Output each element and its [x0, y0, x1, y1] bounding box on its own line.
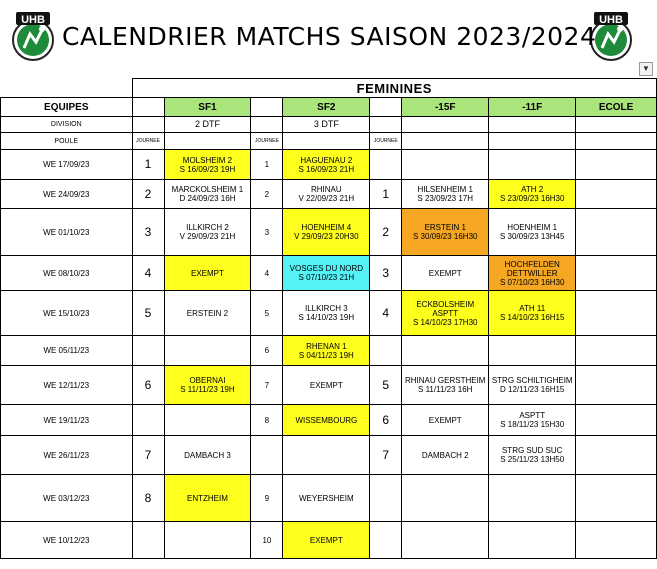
table-row	[1, 209, 657, 256]
match-ecole	[576, 405, 657, 436]
match-detail: S 23/09/23 16H30	[499, 194, 565, 203]
chevron-down-icon: ▼	[642, 64, 650, 73]
division-sf1: 2 DTF	[164, 117, 251, 133]
opponent-name: DAMBACH 2	[421, 450, 469, 460]
journee-number: 4	[370, 291, 402, 336]
week-date: WE 10/12/23	[1, 522, 133, 559]
match-ecole	[576, 336, 657, 366]
opponent-name: HILSENHEIM 1	[417, 185, 474, 194]
journee-number: 7	[132, 436, 164, 475]
match-sf1	[164, 209, 251, 256]
match-15f	[402, 180, 489, 209]
match-11f	[489, 475, 576, 522]
journee-header: JOURNEE	[370, 133, 402, 150]
opponent-name: HOENHEIM 1	[507, 223, 558, 232]
opponent-name: ATH 2	[521, 185, 544, 194]
journee-number: 9	[251, 475, 283, 522]
match-detail: S 04/11/23 19H	[298, 350, 354, 360]
match-sf1	[164, 336, 251, 366]
week-date: WE 05/11/23	[1, 336, 133, 366]
journee-number: 3	[132, 209, 164, 256]
team-header-sf1: SF1	[164, 98, 251, 117]
match-15f	[402, 475, 489, 522]
match-detail: S 16/09/23 21H	[298, 164, 355, 174]
journee-number: 7	[370, 436, 402, 475]
poule-label: POULE	[1, 133, 133, 150]
match-15f	[402, 366, 489, 405]
match-detail: V 22/09/23 21H	[298, 194, 355, 203]
match-15f	[402, 291, 489, 336]
journee-header: JOURNEE	[251, 133, 283, 150]
team-header-15f: -15F	[402, 98, 489, 117]
match-15f	[402, 150, 489, 180]
match-detail: S 23/09/23 17H	[417, 194, 474, 203]
match-11f	[489, 366, 576, 405]
match-sf2	[283, 150, 370, 180]
match-15f	[402, 256, 489, 291]
opponent-name: STRG SCHILTIGHEIM	[491, 376, 573, 385]
opponent-name: HAGUENAU 2	[300, 155, 353, 165]
table-row	[1, 336, 657, 366]
week-date: WE 19/11/23	[1, 405, 133, 436]
team-header-ecole: ECOLE	[576, 98, 657, 117]
table-row	[1, 256, 657, 291]
equipes-header: EQUIPES	[1, 98, 133, 117]
journee-number	[370, 475, 402, 522]
match-sf2	[283, 522, 370, 559]
opponent-name: WEYERSHEIM	[299, 493, 354, 503]
week-date: WE 26/11/23	[1, 436, 133, 475]
opponent-name: ENTZHEIM	[187, 493, 228, 503]
journee-number: 2	[370, 209, 402, 256]
match-detail: V 29/09/23 21H	[179, 232, 236, 241]
match-11f	[489, 150, 576, 180]
match-ecole	[576, 150, 657, 180]
opponent-name: ECKBOLSHEIM	[416, 299, 475, 309]
opponent-name: DAMBACH 3	[184, 450, 231, 460]
match-sf2	[283, 180, 370, 209]
match-sf2	[283, 256, 370, 291]
opponent-name: ERSTEIN 2	[186, 308, 229, 318]
journee-number	[370, 336, 402, 366]
match-11f	[489, 336, 576, 366]
match-sf1	[164, 522, 251, 559]
opponent-name: EXEMPT	[309, 535, 343, 545]
journee-number: 6	[132, 366, 164, 405]
match-detail: DETTWILLER	[506, 268, 558, 278]
table-row	[1, 522, 657, 559]
table-row	[1, 366, 657, 405]
opponent-name: EXEMPT	[428, 268, 462, 278]
match-sf1	[164, 150, 251, 180]
week-date: WE 17/09/23	[1, 150, 133, 180]
match-11f	[489, 522, 576, 559]
journee-number: 5	[132, 291, 164, 336]
journee-number: 3	[251, 209, 283, 256]
match-ecole	[576, 436, 657, 475]
opponent-name: OBERNAI	[189, 376, 226, 385]
journee-number: 6	[251, 336, 283, 366]
match-sf1	[164, 405, 251, 436]
opponent-name: RHINAU GERSTHEIM	[405, 376, 486, 385]
week-date: WE 15/10/23	[1, 291, 133, 336]
journee-number: 2	[132, 180, 164, 209]
match-detail: S 14/10/23 16H15	[499, 313, 565, 322]
match-detail: S 07/10/23 21H	[298, 273, 355, 282]
match-sf1	[164, 366, 251, 405]
journee-number: 8	[132, 475, 164, 522]
match-detail: D 12/11/23 16H15	[500, 385, 565, 394]
match-detail: S 18/11/23 15H30	[500, 420, 565, 429]
match-detail: S 30/09/23 13H45	[499, 232, 565, 241]
journee-number: 3	[370, 256, 402, 291]
match-ecole	[576, 209, 657, 256]
journee-number: 1	[251, 150, 283, 180]
match-detail: D 24/09/23 16H	[179, 194, 236, 203]
page-title: CALENDRIER MATCHS SAISON 2023/2024	[62, 22, 597, 51]
opponent-name: RHENAN 1	[306, 341, 347, 351]
opponent-name: ATH 11	[519, 304, 546, 313]
team-header-sf2: SF2	[283, 98, 370, 117]
journee-number: 5	[370, 366, 402, 405]
journee-number: 2	[251, 180, 283, 209]
table-row	[1, 180, 657, 209]
opponent-name: EXEMPT	[191, 268, 224, 278]
match-11f	[489, 405, 576, 436]
journee-number: 7	[251, 366, 283, 405]
journee-number: 1	[370, 180, 402, 209]
opponent-name: ERSTEIN 1	[424, 223, 466, 232]
opponent-name: WISSEMBOURG	[295, 415, 358, 425]
match-detail: S 11/11/23 16H	[418, 385, 473, 394]
match-sf2	[283, 366, 370, 405]
match-ecole	[576, 475, 657, 522]
journee-number: 8	[251, 405, 283, 436]
match-15f	[402, 436, 489, 475]
match-11f	[489, 209, 576, 256]
match-sf2	[283, 336, 370, 366]
match-detail: S 14/10/23 19H	[298, 313, 355, 322]
match-sf1	[164, 291, 251, 336]
match-sf2	[283, 475, 370, 522]
journee-header: JOURNEE	[132, 133, 164, 150]
journee-number	[132, 336, 164, 366]
match-11f	[489, 436, 576, 475]
match-ecole	[576, 366, 657, 405]
match-sf1	[164, 436, 251, 475]
week-date: WE 24/09/23	[1, 180, 133, 209]
match-detail: ASPTT	[432, 308, 459, 318]
opponent-name: EXEMPT	[428, 415, 462, 425]
match-detail: S 16/09/23 19H	[179, 164, 236, 174]
match-detail: S 25/11/23 13H50	[500, 455, 565, 464]
journee-number	[370, 522, 402, 559]
match-ecole	[576, 256, 657, 291]
match-11f	[489, 291, 576, 336]
journee-number: 5	[251, 291, 283, 336]
match-15f	[402, 522, 489, 559]
match-sf2	[283, 209, 370, 256]
schedule-table	[0, 78, 657, 559]
svg-text:UHB: UHB	[21, 14, 45, 26]
opponent-name: MARCKOLSHEIM 1	[171, 185, 244, 194]
table-row	[1, 291, 657, 336]
opponent-name: VOSGES DU NORD	[289, 264, 363, 273]
journee-number	[132, 405, 164, 436]
match-detail: S 14/10/23 17H30	[412, 317, 478, 327]
opponent-name: RHINAU	[311, 185, 342, 194]
match-15f	[402, 209, 489, 256]
match-detail: V 29/09/23 20H30	[294, 232, 359, 241]
opponent-name: ASPTT	[519, 411, 546, 420]
week-date: WE 03/12/23	[1, 475, 133, 522]
opponent-name: ILLKIRCH 3	[304, 304, 348, 313]
journee-number	[132, 522, 164, 559]
table-row	[1, 405, 657, 436]
match-sf1	[164, 256, 251, 291]
week-date: WE 08/10/23	[1, 256, 133, 291]
match-detail: S 11/11/23 19H	[180, 385, 235, 394]
svg-text:UHB: UHB	[599, 14, 623, 26]
journee-number: 4	[132, 256, 164, 291]
match-detail: S 30/09/23 16H30	[412, 232, 478, 241]
match-15f	[402, 405, 489, 436]
match-sf2	[283, 405, 370, 436]
opponent-name: HOCHFELDEN	[504, 259, 560, 269]
opponent-name: MOLSHEIM 2	[182, 155, 233, 165]
journee-number	[370, 150, 402, 180]
journee-number: 10	[251, 522, 283, 559]
filter-dropdown-button[interactable]	[639, 62, 653, 76]
journee-number	[251, 436, 283, 475]
division-sf2: 3 DTF	[283, 117, 370, 133]
match-sf1	[164, 475, 251, 522]
match-sf2	[283, 436, 370, 475]
opponent-name: EXEMPT	[309, 380, 343, 390]
opponent-name: STRG SUD SUC	[501, 446, 563, 455]
match-11f	[489, 180, 576, 209]
journee-number: 6	[370, 405, 402, 436]
table-row	[1, 475, 657, 522]
week-date: WE 01/10/23	[1, 209, 133, 256]
table-row	[1, 436, 657, 475]
opponent-name: ILLKIRCH 2	[186, 223, 229, 232]
journee-number: 1	[132, 150, 164, 180]
journee-number: 4	[251, 256, 283, 291]
match-15f	[402, 336, 489, 366]
match-sf2	[283, 291, 370, 336]
match-ecole	[576, 522, 657, 559]
group-header: FEMININES	[132, 79, 656, 98]
match-ecole	[576, 291, 657, 336]
team-header-11f: -11F	[489, 98, 576, 117]
match-11f	[489, 256, 576, 291]
division-label: DIVISION	[1, 117, 133, 133]
opponent-name: HOENHEIM 4	[301, 223, 352, 232]
match-ecole	[576, 180, 657, 209]
week-date: WE 12/11/23	[1, 366, 133, 405]
table-row	[1, 150, 657, 180]
match-sf1	[164, 180, 251, 209]
match-detail: S 07/10/23 16H30	[499, 277, 565, 287]
uhb-logo-left	[10, 12, 56, 62]
